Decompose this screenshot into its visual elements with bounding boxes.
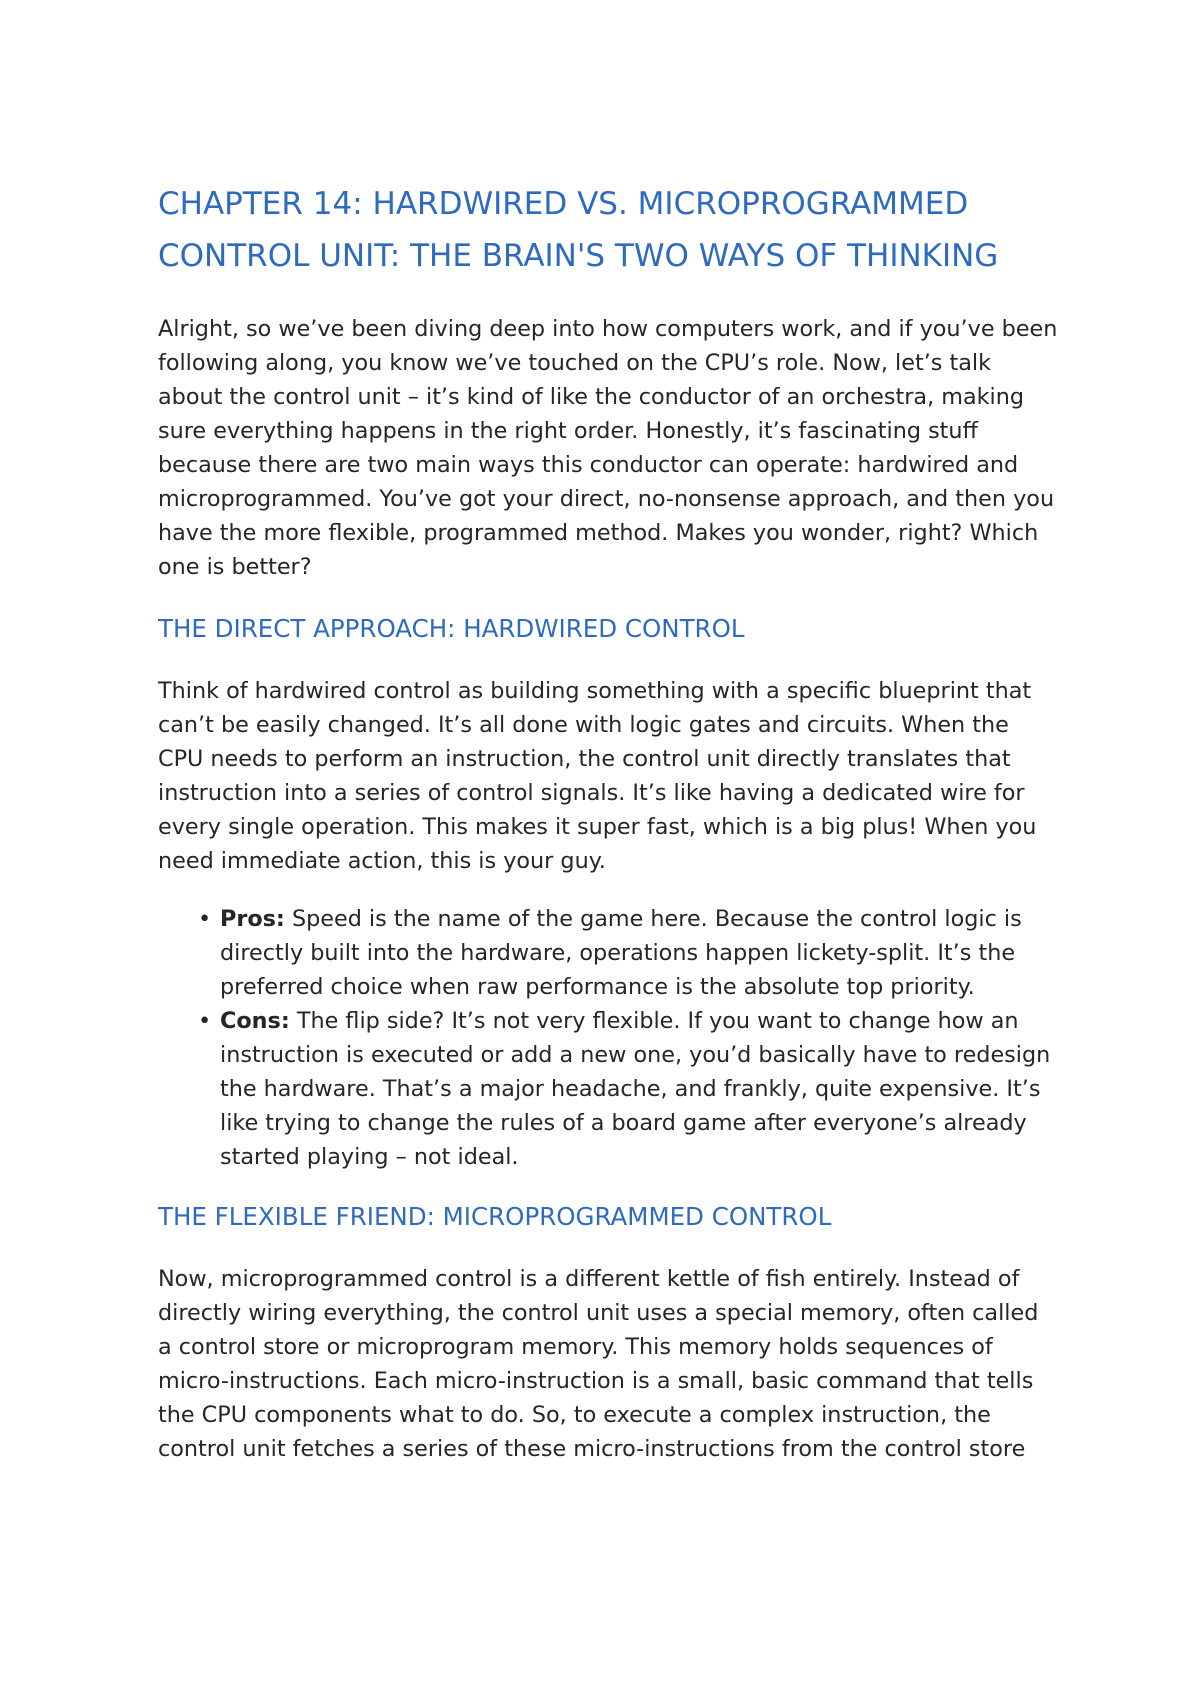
pros-text: Speed is the name of the game here. Because the control logic is directly built into the hardware, operations happen lickety-split. It’s the preferred choice when raw performance is the absolute top priority.	[220, 906, 1022, 1000]
intro-paragraph: Alright, so we’ve been diving deep into how computers work, and if you’ve been following along, you know we’ve touched on the CPU’s role. Now, let’s talk about the control unit – it’s kind of like the conductor of an orchestra, making sure everything happens in the right order. Honestly, it’s fascinating stuff because there are two main ways this conductor can operate: hardwired and microprogrammed. You’ve got your direct, no-nonsense approach, and then you have the more flexible, programmed method. Makes you wonder, right? Which one is better?	[158, 316, 1058, 580]
cons-label: Cons:	[220, 1008, 290, 1034]
bullet-marker: •	[198, 906, 212, 932]
pros-label: Pros:	[220, 906, 285, 932]
hardwired-paragraph: Think of hardwired control as building something with a specific blueprint that can’t be easily changed. It’s all done with logic gates and circuits. When the CPU needs to perform an instruction, the control unit directly translates that instruction into a series of control signals. It’s like having a dedicated wire for every single operation. This makes it super fast, which is a big plus! When you need immediate action, this is your guy.	[158, 678, 1037, 874]
list-item-pros	[198, 902, 1058, 1004]
microprogrammed-paragraph: Now, microprogrammed control is a different kettle of fish entirely. Instead of directly wiring everything, the control unit uses a special memory, often called a control store or microprogram memory. This memory holds sequences of micro-instructions. Each micro-instruction is a small, basic command that tells the CPU components what to do. So, to execute a complex instruction, the control unit fetches a series of these micro-instructions from the control store	[158, 1266, 1039, 1462]
section-heading-hardwired: THE DIRECT APPROACH: HARDWIRED CONTROL	[158, 614, 745, 643]
bullet-marker: •	[198, 1008, 212, 1034]
list-item-cons	[198, 1004, 1058, 1174]
section-heading-microprogrammed: THE FLEXIBLE FRIEND: MICROPROGRAMMED CONTROL	[158, 1202, 832, 1231]
chapter-title: CHAPTER 14: HARDWIRED VS. MICROPROGRAMMED CONTROL UNIT: THE BRAIN'S TWO WAYS OF THINKING	[158, 186, 999, 274]
pros-cons-list	[158, 902, 1058, 1174]
document-page	[158, 178, 1058, 1466]
cons-text: The flip side? It’s not very flexible. If you want to change how an instruction is executed or add a new one, you’d basically have to redesign the hardware. That’s a major headache, and frankly, quite expensive. It’s like trying to change the rules of a board game after everyone’s already started playing – not ideal.	[220, 1008, 1051, 1170]
